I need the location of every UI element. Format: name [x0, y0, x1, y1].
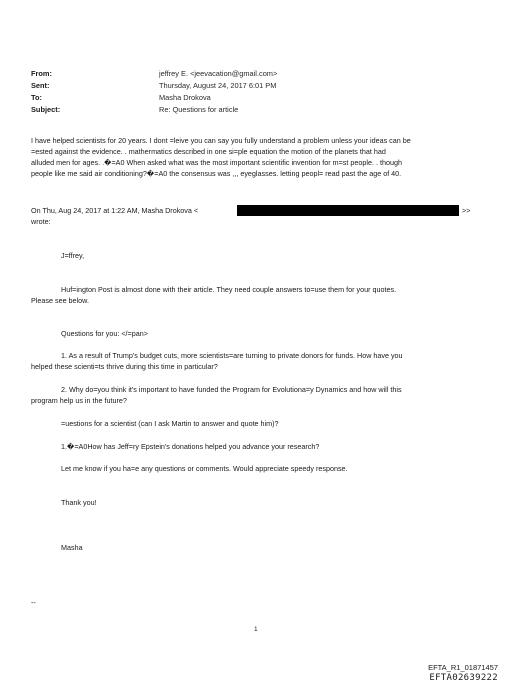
subject-label: Subject:: [31, 105, 61, 114]
quoted-intro: On Thu, Aug 24, 2017 at 1:22 AM, Masha Drokova <: [31, 206, 199, 215]
thanks: Thank you!: [61, 498, 97, 507]
reply-line: =ested against the evidence. . mathermatics described in one si=ple equation the motion of the planets that had: [31, 147, 386, 156]
intro-line: Huf=ington Post is almost done with their article. They need couple answers to=use them for your quotes.: [61, 285, 397, 294]
to-value: Masha Drokova: [159, 93, 211, 102]
sent-value: Thursday, August 24, 2017 6:01 PM: [159, 81, 277, 90]
question-1-line: 1. As a result of Trump's budget cuts, more scientists=are turning to private donors for funds. How have you: [61, 351, 403, 360]
signature: Masha: [61, 543, 83, 552]
reply-line: alluded men for ages. .�=A0 When asked what was the most important scientific invention for m=st people. . though: [31, 158, 402, 167]
intro-line: Please see below.: [31, 296, 89, 305]
question-2-line: 2. Why do=you think it's important to have funded the Program for Evolutiona=y Dynamics and how will this: [61, 385, 402, 394]
question-2-line: program help us in the future?: [31, 396, 127, 405]
question-3: 1.�=A0How has Jeff=ry Epstein's donations helped you advance your research?: [61, 442, 320, 451]
from-value: jeffrey E. <jeevacation@gmail.com>: [159, 69, 278, 78]
redaction-bar: [237, 205, 459, 216]
reply-line: I have helped scientists for 20 years. I dont =leive you can say you fully understand a problem unless your ideas can be: [31, 136, 411, 145]
email-header: [31, 68, 277, 116]
question-1-line: helped these scienti=ts thrive during this time in particular?: [31, 362, 218, 371]
footer-id-2: EFTA02639222: [429, 673, 498, 683]
dash-mark: --: [31, 598, 36, 607]
questions-header: Questions for you: </=pan>: [61, 329, 148, 338]
from-label: From:: [31, 69, 52, 78]
closing-request: Let me know if you ha=e any questions or comments. Would appreciate speedy response.: [61, 464, 348, 473]
subject-value: Re: Questions for article: [159, 105, 239, 114]
greeting: J=ffrey,: [61, 251, 85, 260]
reply-line: people like me said air conditioning?�=A0 the consensus was ,,, eyeglasses. letting peopl= read past the age of 40.: [31, 169, 402, 178]
scientist-header: =uestions for a scientist (can I ask Martin to answer and quote him)?: [61, 419, 279, 428]
sent-label: Sent:: [31, 81, 50, 90]
quoted-intro-tail: >>: [462, 206, 471, 215]
to-label: To:: [31, 93, 42, 102]
quoted-intro-wrote: wrote:: [31, 217, 51, 226]
page-number: 1: [254, 626, 258, 633]
footer-id-1: EFTA_R1_01871457: [428, 663, 498, 672]
